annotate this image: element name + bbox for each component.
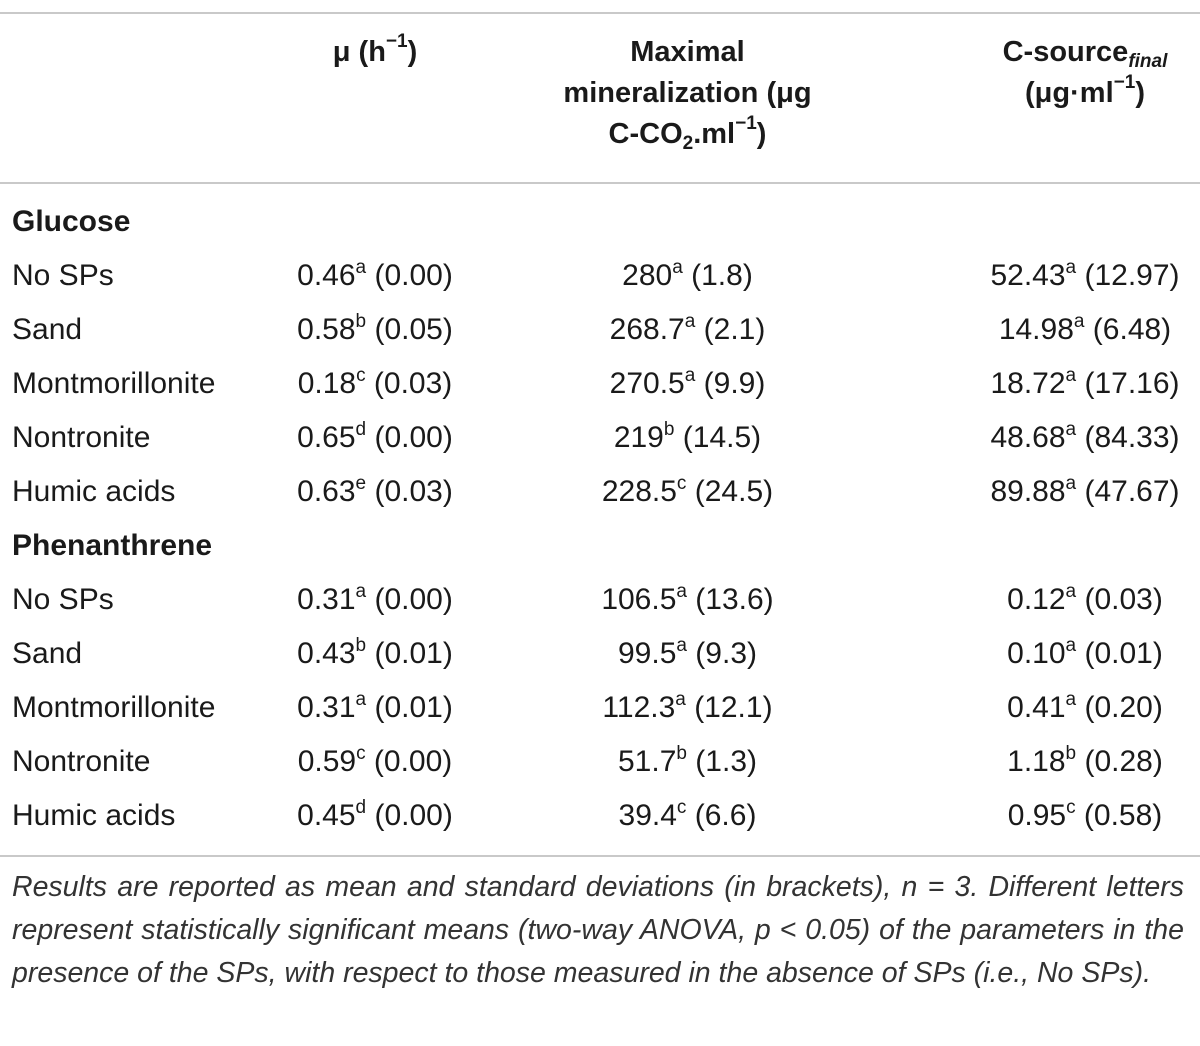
- cell-value: 48.68: [990, 421, 1066, 454]
- cell-value: 0.65: [297, 421, 356, 454]
- cell-c-source-final: [935, 472, 1200, 512]
- significance-letter: a: [1065, 257, 1077, 278]
- cell-value: 106.5: [601, 583, 677, 616]
- significance-letter: a: [1065, 635, 1077, 656]
- cell-std-dev: (0.03): [365, 367, 453, 400]
- cell-c-source-final: [935, 634, 1200, 674]
- cell-growth-rate: [270, 418, 480, 458]
- cell-value: 268.7: [609, 313, 685, 346]
- cell-c-source-final: [935, 580, 1200, 620]
- row-label: Humic acids: [12, 475, 176, 508]
- cell-c-source-final: [935, 742, 1200, 782]
- table-row: [0, 418, 1200, 472]
- cell-std-dev: (9.3): [686, 637, 757, 670]
- cell-growth-rate: [270, 256, 480, 296]
- table-bottom-rule: [0, 855, 1200, 857]
- cell-std-dev: (17.16): [1076, 367, 1180, 400]
- cell-growth-rate: [270, 742, 480, 782]
- cell-value: 99.5: [618, 637, 677, 670]
- cell-value: 0.43: [297, 637, 356, 670]
- row-label: No SPs: [12, 583, 114, 616]
- cell-growth-rate: [270, 310, 480, 350]
- cell-value: 14.98: [998, 313, 1074, 346]
- cell-value: 18.72: [990, 367, 1066, 400]
- significance-letter: b: [676, 743, 687, 764]
- section-title: Phenanthrene: [12, 529, 213, 562]
- significance-letter: a: [355, 581, 367, 602]
- significance-letter: a: [684, 311, 696, 332]
- header-bottom-rule: [0, 182, 1200, 184]
- cell-growth-rate: [270, 796, 480, 836]
- significance-letter: a: [1073, 311, 1085, 332]
- significance-letter: d: [355, 419, 367, 440]
- table-row: [0, 472, 1200, 526]
- cell-std-dev: (1.8): [682, 259, 753, 292]
- table-row: [0, 688, 1200, 742]
- cell-value: 0.31: [297, 691, 356, 724]
- header-line: [935, 73, 1200, 114]
- cell-std-dev: (0.00): [366, 799, 453, 832]
- cell-value: 0.41: [1007, 691, 1066, 724]
- header-line: [520, 114, 855, 155]
- cell-std-dev: (0.05): [366, 313, 453, 346]
- cell-std-dev: (0.03): [1076, 583, 1163, 616]
- column-header-growth-rate: [270, 32, 480, 73]
- header-text: C-source: [1002, 36, 1129, 68]
- significance-letter: a: [1065, 581, 1077, 602]
- cell-std-dev: (12.97): [1076, 259, 1180, 292]
- cell-maximal-mineralization: [520, 634, 855, 674]
- significance-letter: b: [355, 635, 367, 656]
- header-text: μ (h: [332, 36, 386, 68]
- cell-value: 0.12: [1007, 583, 1066, 616]
- cell-std-dev: (9.9): [695, 367, 766, 400]
- significance-letter: c: [356, 743, 366, 764]
- cell-std-dev: (0.00): [365, 745, 453, 778]
- cell-maximal-mineralization: [520, 580, 855, 620]
- cell-std-dev: (6.6): [686, 799, 757, 832]
- cell-value: 228.5: [601, 475, 677, 508]
- cell-maximal-mineralization: [520, 364, 855, 404]
- cell-std-dev: (0.00): [366, 583, 453, 616]
- table-row: [0, 742, 1200, 796]
- cell-value: 0.18: [297, 367, 357, 400]
- row-label: Montmorillonite: [12, 367, 216, 400]
- significance-letter: c: [356, 365, 366, 386]
- significance-letter: c: [676, 797, 687, 818]
- significance-letter: a: [676, 581, 687, 602]
- header-line: Maximal: [630, 36, 745, 68]
- table-row: [0, 634, 1200, 688]
- significance-letter: a: [355, 689, 367, 710]
- cell-value: 52.43: [990, 259, 1066, 292]
- cell-c-source-final: [935, 256, 1200, 296]
- header-text: (μg·ml: [1025, 77, 1114, 109]
- header-subscript: 2: [682, 133, 694, 154]
- cell-std-dev: (12.1): [685, 691, 773, 724]
- cell-maximal-mineralization: [520, 742, 855, 782]
- cell-c-source-final: [935, 418, 1200, 458]
- header-text: .ml: [693, 118, 736, 150]
- cell-std-dev: (6.48): [1084, 313, 1172, 346]
- header-text: ): [407, 36, 418, 68]
- cell-growth-rate: [270, 364, 480, 404]
- cell-value: 0.46: [297, 259, 356, 292]
- header-subscript: final: [1128, 51, 1168, 72]
- cell-value: 0.59: [297, 745, 357, 778]
- table-row: [0, 796, 1200, 850]
- significance-letter: a: [676, 635, 687, 656]
- table-footnote: Results are reported as mean and standard deviations (in brackets), n = 3. Different letters represent statistically significant means (two-way ANOVA, p < 0.05) of the parameters in the presence of the SPs, with respect to those measured in the absence of SPs (i.e., No SPs).: [12, 871, 1184, 989]
- table-top-rule: [0, 12, 1200, 14]
- header-superscript: −1: [735, 113, 757, 134]
- cell-std-dev: (13.6): [686, 583, 774, 616]
- significance-letter: a: [1065, 419, 1077, 440]
- cell-c-source-final: [935, 364, 1200, 404]
- cell-maximal-mineralization: [520, 310, 855, 350]
- cell-std-dev: (2.1): [695, 313, 766, 346]
- header-line: [935, 32, 1200, 73]
- table-row: [0, 256, 1200, 310]
- significance-letter: c: [676, 473, 687, 494]
- significance-letter: d: [355, 797, 367, 818]
- cell-value: 1.18: [1007, 745, 1066, 778]
- row-label: No SPs: [12, 259, 114, 292]
- column-header-maximal-mineralization: [520, 32, 855, 155]
- cell-std-dev: (47.67): [1076, 475, 1180, 508]
- significance-letter: a: [1065, 365, 1077, 386]
- row-label: Humic acids: [12, 799, 176, 832]
- cell-value: 89.88: [990, 475, 1066, 508]
- cell-value: 280: [622, 259, 673, 292]
- cell-c-source-final: [935, 796, 1200, 836]
- significance-letter: b: [1065, 743, 1077, 764]
- cell-std-dev: (0.00): [366, 259, 453, 292]
- header-text: ): [1135, 77, 1145, 109]
- cell-std-dev: (84.33): [1076, 421, 1180, 454]
- cell-value: 39.4: [618, 799, 677, 832]
- row-label: Sand: [12, 637, 83, 670]
- row-label: Sand: [12, 313, 83, 346]
- cell-maximal-mineralization: [520, 472, 855, 512]
- significance-letter: a: [672, 257, 683, 278]
- cell-c-source-final: [935, 310, 1200, 350]
- cell-growth-rate: [270, 472, 480, 512]
- significance-letter: a: [684, 365, 696, 386]
- cell-std-dev: (0.01): [1076, 637, 1163, 670]
- cell-std-dev: (24.5): [686, 475, 774, 508]
- significance-letter: e: [355, 473, 367, 494]
- significance-letter: a: [1065, 473, 1077, 494]
- cell-std-dev: (0.20): [1076, 691, 1163, 724]
- header-superscript: −1: [385, 31, 408, 52]
- cell-std-dev: (0.03): [366, 475, 453, 508]
- column-header-c-source-final: [935, 32, 1200, 114]
- cell-value: 112.3: [602, 691, 676, 724]
- cell-value: 0.58: [297, 313, 356, 346]
- cell-growth-rate: [270, 580, 480, 620]
- row-label: Nontronite: [12, 745, 151, 778]
- cell-c-source-final: [935, 688, 1200, 728]
- row-label: Nontronite: [12, 421, 151, 454]
- significance-letter: a: [355, 257, 367, 278]
- cell-value: 0.95: [1007, 799, 1067, 832]
- cell-value: 0.63: [297, 475, 356, 508]
- cell-maximal-mineralization: [520, 418, 855, 458]
- cell-maximal-mineralization: [520, 688, 855, 728]
- row-label: Montmorillonite: [12, 691, 216, 724]
- significance-letter: a: [675, 689, 686, 710]
- header-text: ): [756, 118, 767, 150]
- cell-maximal-mineralization: [520, 256, 855, 296]
- significance-letter: b: [355, 311, 367, 332]
- significance-letter: a: [1065, 689, 1077, 710]
- cell-std-dev: (0.58): [1075, 799, 1163, 832]
- cell-std-dev: (0.01): [366, 637, 453, 670]
- cell-std-dev: (0.00): [366, 421, 453, 454]
- header-superscript: −1: [1113, 72, 1136, 93]
- cell-value: 51.7: [618, 745, 677, 778]
- cell-value: 0.45: [297, 799, 356, 832]
- significance-letter: c: [1066, 797, 1076, 818]
- cell-std-dev: (0.01): [366, 691, 453, 724]
- cell-growth-rate: [270, 688, 480, 728]
- cell-value: 219: [613, 421, 664, 454]
- cell-value: 270.5: [609, 367, 685, 400]
- header-line: mineralization (μg: [563, 77, 812, 109]
- cell-maximal-mineralization: [520, 796, 855, 836]
- header-text: C-CO: [608, 118, 683, 150]
- cell-growth-rate: [270, 634, 480, 674]
- significance-letter: b: [663, 419, 675, 440]
- table-row: [0, 364, 1200, 418]
- cell-std-dev: (14.5): [674, 421, 762, 454]
- section-title: Glucose: [12, 205, 131, 238]
- table-row: [0, 580, 1200, 634]
- cell-std-dev: (1.3): [686, 745, 757, 778]
- cell-value: 0.31: [297, 583, 356, 616]
- cell-value: 0.10: [1007, 637, 1066, 670]
- table-row: [0, 310, 1200, 364]
- cell-std-dev: (0.28): [1076, 745, 1163, 778]
